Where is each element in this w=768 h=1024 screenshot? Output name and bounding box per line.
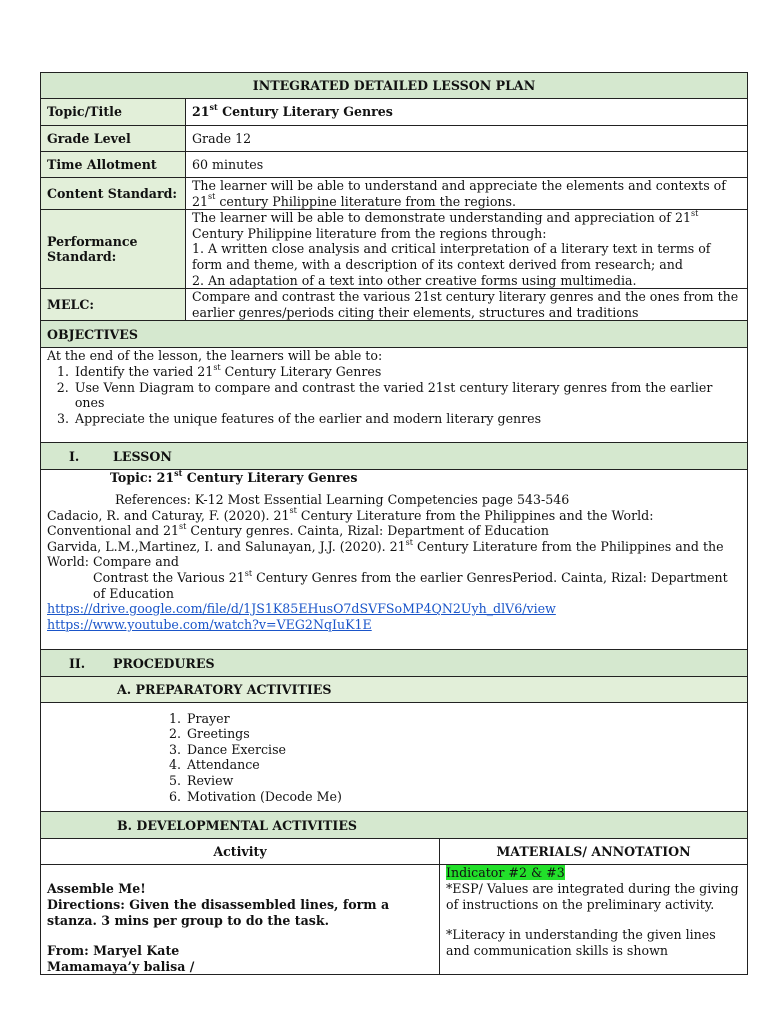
developmental-header: B. DEVELOPMENTAL ACTIVITIES — [41, 812, 748, 839]
grade-value: Grade 12 — [186, 126, 748, 152]
lesson-plan-table — [40, 72, 748, 975]
performance-standard-value: The learner will be able to demonstrate understanding and appreciation of 21st Century Philippine literature from the regions through: 1. A written close analysis and critical interpretation of a literary text in terms of form and theme, with a description of its context derived from research; and 2. An adaptation of a text into other creative forms using multimedia. — [186, 210, 748, 289]
prep-item: 4. Attendance — [168, 757, 260, 773]
time-label: Time Allotment — [41, 152, 186, 178]
activity-title: Assemble Me! — [47, 881, 146, 897]
annotation-values: *ESP/ Values are integrated during the giving of instructions on the preliminary activity. — [446, 880, 739, 912]
lesson-header: I. LESSON — [41, 443, 748, 470]
melc-value: Compare and contrast the various 21st century literary genres and the ones from the earlier genres/periods citing their elements, structures and traditions — [186, 289, 748, 321]
materials-column-header: MATERIALS/ ANNOTATION — [440, 839, 748, 865]
prep-item: 6. Motivation (Decode Me) — [168, 788, 342, 804]
youtube-link[interactable]: https://www.youtube.com/watch?v=VEG2NqIuK1E — [47, 616, 372, 632]
prep-item: 3. Dance Exercise — [168, 741, 286, 757]
lesson-references: References: K-12 Most Essential Learning Competencies page 543-546 — [115, 491, 570, 507]
topic-label: Topic/Title — [41, 99, 186, 126]
prep-item: 2. Greetings — [168, 726, 250, 742]
topic-value: 21st Century Literary Genres — [186, 99, 748, 126]
grade-label: Grade Level — [41, 126, 186, 152]
reference-2-cont: Contrast the Various 21st Century Genres from the earlier GenresPeriod. Cainta, Rizal: Department of Education — [93, 568, 728, 601]
objectives-intro: At the end of the lesson, the learners will be able to: — [47, 348, 383, 364]
objective-item: 1. Identify the varied 21st Century Literary Genres — [56, 362, 382, 379]
time-value: 60 minutes — [186, 152, 748, 178]
objective-item: 3. Appreciate the unique features of the earlier and modern literary genres — [56, 410, 542, 426]
prep-item: 1. Prayer — [168, 710, 230, 726]
reference-2: Garvida, L.M.,Martinez, I. and Salunayan, J.J. (2020). 21st Century Literature from the Philippines and the World: Compare and — [47, 537, 724, 570]
melc-label: MELC: — [41, 289, 186, 321]
annotation-literacy: *Literacy in understanding the given lines and communication skills is shown — [446, 927, 716, 958]
activity-cell — [41, 865, 440, 975]
indicator-badge: Indicator #2 & #3 — [446, 865, 565, 881]
drive-link[interactable]: https://drive.google.com/file/d/1JS1K85EHusO7dSVFSoMP4QN2Uyh_dlV6/view — [47, 601, 556, 617]
prep-item: 5. Review — [168, 772, 234, 788]
activity-column-header: Activity — [41, 839, 440, 865]
preparatory-header: A. PREPARATORY ACTIVITIES — [41, 677, 748, 703]
materials-cell — [440, 865, 748, 975]
preparatory-list — [41, 703, 748, 812]
lesson-plan-document — [40, 72, 747, 975]
objectives-body — [41, 348, 748, 443]
reference-1: Cadacio, R. and Caturay, F. (2020). 21st Century Literature from the Philippines and the World: Conventional and 21st Century genres. Cainta, Rizal: Department of Education — [47, 506, 654, 539]
activity-from: From: Maryel Kate — [47, 943, 180, 959]
content-standard-value: The learner will be able to understand and appreciate the elements and contexts of 21st century Philippine literature from the regions. — [186, 178, 748, 210]
objective-item: 2. Use Venn Diagram to compare and contrast the varied 21st century literary genres from the earlier ones — [56, 379, 713, 411]
performance-standard-label: Performance Standard: — [41, 210, 186, 289]
document-title: INTEGRATED DETAILED LESSON PLAN — [41, 73, 748, 99]
lesson-body — [41, 470, 748, 650]
lesson-topic: Topic: 21st Century Literary Genres — [110, 468, 358, 486]
objectives-header: OBJECTIVES — [41, 321, 748, 348]
procedures-header: II. PROCEDURES — [41, 650, 748, 677]
activity-directions: Directions: Given the disassembled lines, form a stanza. 3 mins per group to do the task. — [47, 896, 390, 928]
content-standard-label: Content Standard: — [41, 178, 186, 210]
activity-line: Mamamaya’y balisa / — [47, 958, 195, 974]
